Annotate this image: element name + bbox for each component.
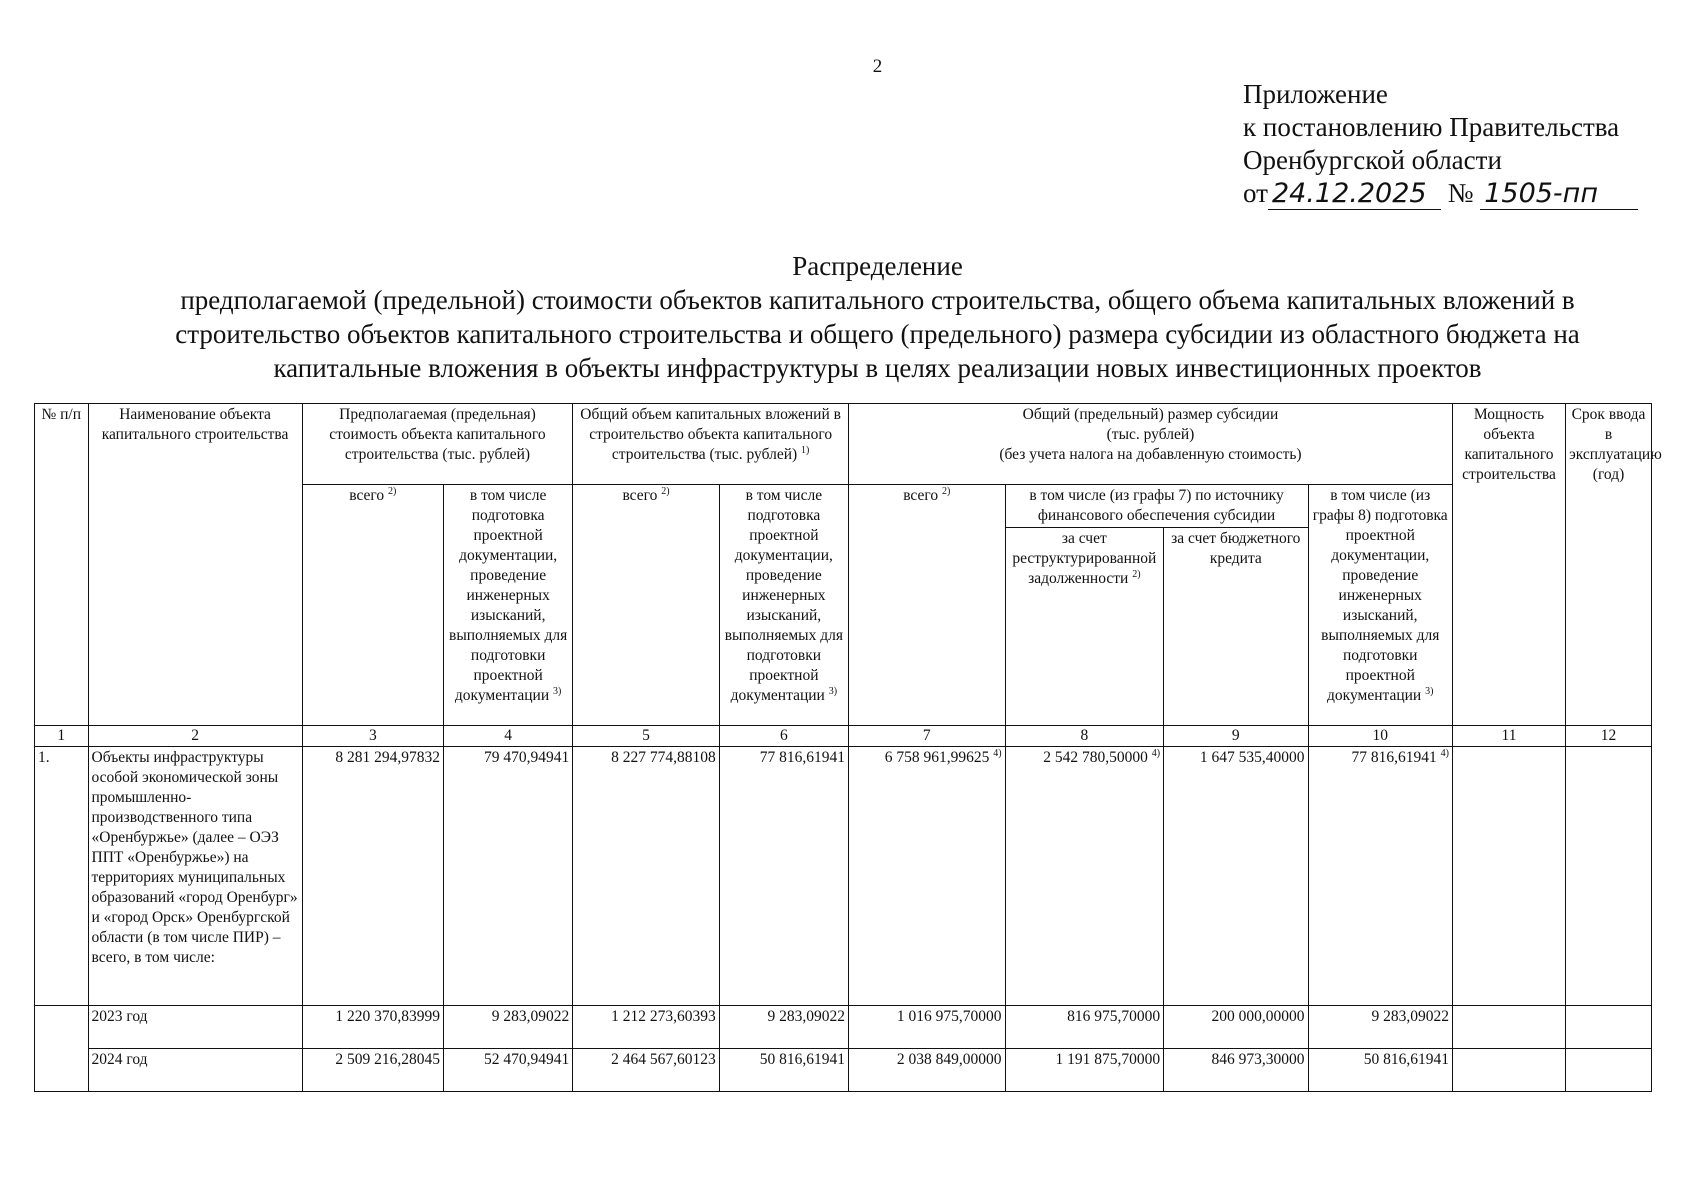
header-invest-total-label: всего — [622, 487, 658, 504]
header-group-subsidy — [848, 404, 1452, 485]
from-label: от — [1243, 178, 1268, 208]
table-row — [35, 1049, 1652, 1092]
header-subsidy-restructured — [1005, 528, 1164, 726]
document-title: Распределение — [792, 251, 963, 281]
row-no — [35, 1049, 89, 1092]
header-capacity: Мощность объекта капитального строительства — [1452, 404, 1565, 726]
appendix-line-3: Оренбургской области — [1243, 145, 1502, 175]
header-subsidy-total — [848, 485, 1005, 726]
row-subsidy-design — [1308, 747, 1452, 1006]
row-invest-design: 9 283,09022 — [719, 1006, 848, 1049]
header-group-invest-text: Общий объем капитальных вложений в строительство объекта капитального строительства (тыс. рублей) — [580, 406, 841, 463]
row-subsidy-restructured: 1 191 875,70000 — [1005, 1049, 1164, 1092]
row-capacity — [1452, 1006, 1565, 1049]
row-cost-design: 79 470,94941 — [444, 747, 573, 1006]
row-subsidy-restructured-value: 2 542 780,50000 — [1043, 749, 1148, 766]
column-number: 4 — [444, 726, 573, 747]
column-number: 11 — [1452, 726, 1565, 747]
row-name: 2024 год — [88, 1049, 302, 1092]
header-cost-design-label: в том числе подготовка проектной документации, проведение инженерных изысканий, выполняемых для подготовки проектной документации — [449, 487, 568, 704]
appendix-line-4 — [1243, 177, 1638, 210]
row-subsidy-total: 2 038 849,00000 — [848, 1049, 1005, 1092]
row-subsidy-total-sup: 4) — [993, 747, 1002, 759]
row-subsidy-total-value: 6 758 961,99625 — [884, 749, 990, 766]
header-group-invest-sup: 1) — [801, 444, 810, 456]
header-group-subsidy-line-3: (без учета налога на добавленную стоимость) — [999, 446, 1302, 463]
row-invest-total: 2 464 567,60123 — [573, 1049, 719, 1092]
row-invest-total: 8 227 774,88108 — [573, 747, 719, 1006]
header-cost-total — [302, 485, 443, 726]
column-number: 6 — [719, 726, 848, 747]
header-subsidy-restructured-label: за счет реструктурированной задолженности — [1012, 530, 1157, 587]
header-subsidy-restructured-sup: 2) — [1132, 568, 1141, 580]
row-subsidy-design-sup: 4) — [1440, 747, 1449, 759]
header-subsidy-total-sup: 2) — [941, 485, 951, 497]
column-number: 5 — [573, 726, 719, 747]
row-capacity — [1452, 747, 1565, 1006]
row-cost-total: 8 281 294,97832 — [302, 747, 443, 1006]
row-cost-total: 2 509 216,28045 — [302, 1049, 443, 1092]
header-invest-total — [573, 485, 719, 726]
row-cost-design: 9 283,09022 — [444, 1006, 573, 1049]
column-number: 1 — [35, 726, 89, 747]
row-subsidy-design: 50 816,61941 — [1308, 1049, 1452, 1092]
column-number-row — [35, 726, 1652, 747]
row-no: 1. — [35, 747, 89, 1006]
column-number: 2 — [88, 726, 302, 747]
appendix-line-1: Приложение — [1243, 79, 1388, 109]
table-row — [35, 747, 1652, 1006]
row-capacity — [1452, 1049, 1565, 1092]
appendix-line-2: к постановлению Правительства — [1243, 112, 1620, 142]
header-cost-design — [444, 485, 573, 726]
row-subsidy-design-value: 77 816,61941 — [1351, 749, 1437, 766]
header-group-invest — [573, 404, 849, 485]
column-number: 10 — [1308, 726, 1452, 747]
header-invest-total-sup: 2) — [661, 485, 670, 497]
row-term — [1566, 1006, 1652, 1049]
column-number: 12 — [1566, 726, 1652, 747]
row-subsidy-restructured — [1005, 747, 1164, 1006]
row-term — [1566, 747, 1652, 1006]
header-subsidy-design-sup: 3) — [1425, 685, 1434, 697]
header-cost-design-sup: 3) — [553, 685, 562, 697]
handwritten-number: 1505-пп — [1480, 179, 1638, 210]
column-number: 9 — [1164, 726, 1308, 747]
table-row — [35, 1006, 1652, 1049]
row-invest-design: 77 816,61941 — [719, 747, 848, 1006]
row-cost-design: 52 470,94941 — [444, 1049, 573, 1092]
header-subsidy-design-label: в том числе (из графы 8) подготовка проектной документации, проведение инженерных изысканий, выполняемых для подготовки проектной документации — [1312, 487, 1448, 704]
row-subsidy-budget-credit: 1 647 535,40000 — [1164, 747, 1308, 1006]
header-invest-design-label: в том числе подготовка проектной документации, проведение инженерных изысканий, выполняемых для подготовки проектной документации — [724, 487, 843, 704]
number-label: № — [1447, 178, 1474, 208]
header-term: Срок ввода в эксплуатацию (год) — [1566, 404, 1652, 726]
header-group-subsidy-line-1: Общий (предельный) размер субсидии — [1022, 406, 1279, 423]
header-subsidy-design — [1308, 485, 1452, 726]
column-number: 3 — [302, 726, 443, 747]
row-no — [35, 1006, 89, 1049]
column-number: 8 — [1005, 726, 1164, 747]
row-invest-design: 50 816,61941 — [719, 1049, 848, 1092]
header-cost-total-sup: 2) — [388, 485, 397, 497]
header-group-cost: Предполагаемая (предельная) стоимость объекта капитального строительства (тыс. рублей) — [302, 404, 573, 485]
header-invest-design-sup: 3) — [828, 685, 838, 697]
header-subsidy-by-source: в том числе (из графы 7) по источнику финансового обеспечения субсидии — [1005, 485, 1308, 528]
row-name: 2023 год — [88, 1006, 302, 1049]
page-number: 2 — [872, 56, 883, 77]
row-term — [1566, 1049, 1652, 1092]
row-cost-total: 1 220 370,83999 — [302, 1006, 443, 1049]
column-number: 7 — [848, 726, 1005, 747]
distribution-table — [34, 403, 1662, 1092]
row-subsidy-restructured-sup: 4) — [1151, 747, 1161, 759]
row-subsidy-budget-credit: 200 000,00000 — [1164, 1006, 1308, 1049]
row-subsidy-design: 9 283,09022 — [1308, 1006, 1452, 1049]
row-subsidy-budget-credit: 846 973,30000 — [1164, 1049, 1308, 1092]
header-cost-total-label: всего — [349, 487, 385, 504]
handwritten-date: 24.12.2025 — [1268, 179, 1441, 210]
header-subsidy-budget-credit: за счет бюджетного кредита — [1164, 528, 1308, 726]
header-row-1 — [35, 404, 1652, 485]
header-name: Наименование объекта капитального строительства — [88, 404, 302, 726]
row-name: Объекты инфраструктуры особой экономической зоны промышленно-производственного типа «Оренбуржье» (далее – ОЭЗ ППТ «Оренбуржье») на территориях муниципальных образований «город Оренбург» и «город Орск» Оренбургской области (в том числе ПИР) – всего, в том числе: — [88, 747, 302, 1006]
appendix-block — [1243, 78, 1638, 210]
row-subsidy-total: 1 016 975,70000 — [848, 1006, 1005, 1049]
document-subtitle: предполагаемой (предельной) стоимости объектов капитального строительства, общего объема капитальных вложений в строительство объектов капитального строительства и общего (предельного) размера субсидии из областного бюджета на капитальные вложения в объекты инфраструктуры в целях реализации новых инвестиционных проектов — [175, 285, 1580, 383]
row-subsidy-restructured: 816 975,70000 — [1005, 1006, 1164, 1049]
header-invest-design — [719, 485, 848, 726]
header-no: № п/п — [35, 404, 89, 726]
row-invest-total: 1 212 273,60393 — [573, 1006, 719, 1049]
row-subsidy-total — [848, 747, 1005, 1006]
header-subsidy-total-label: всего — [903, 487, 939, 504]
header-group-subsidy-line-2: (тыс. рублей) — [1106, 426, 1195, 443]
